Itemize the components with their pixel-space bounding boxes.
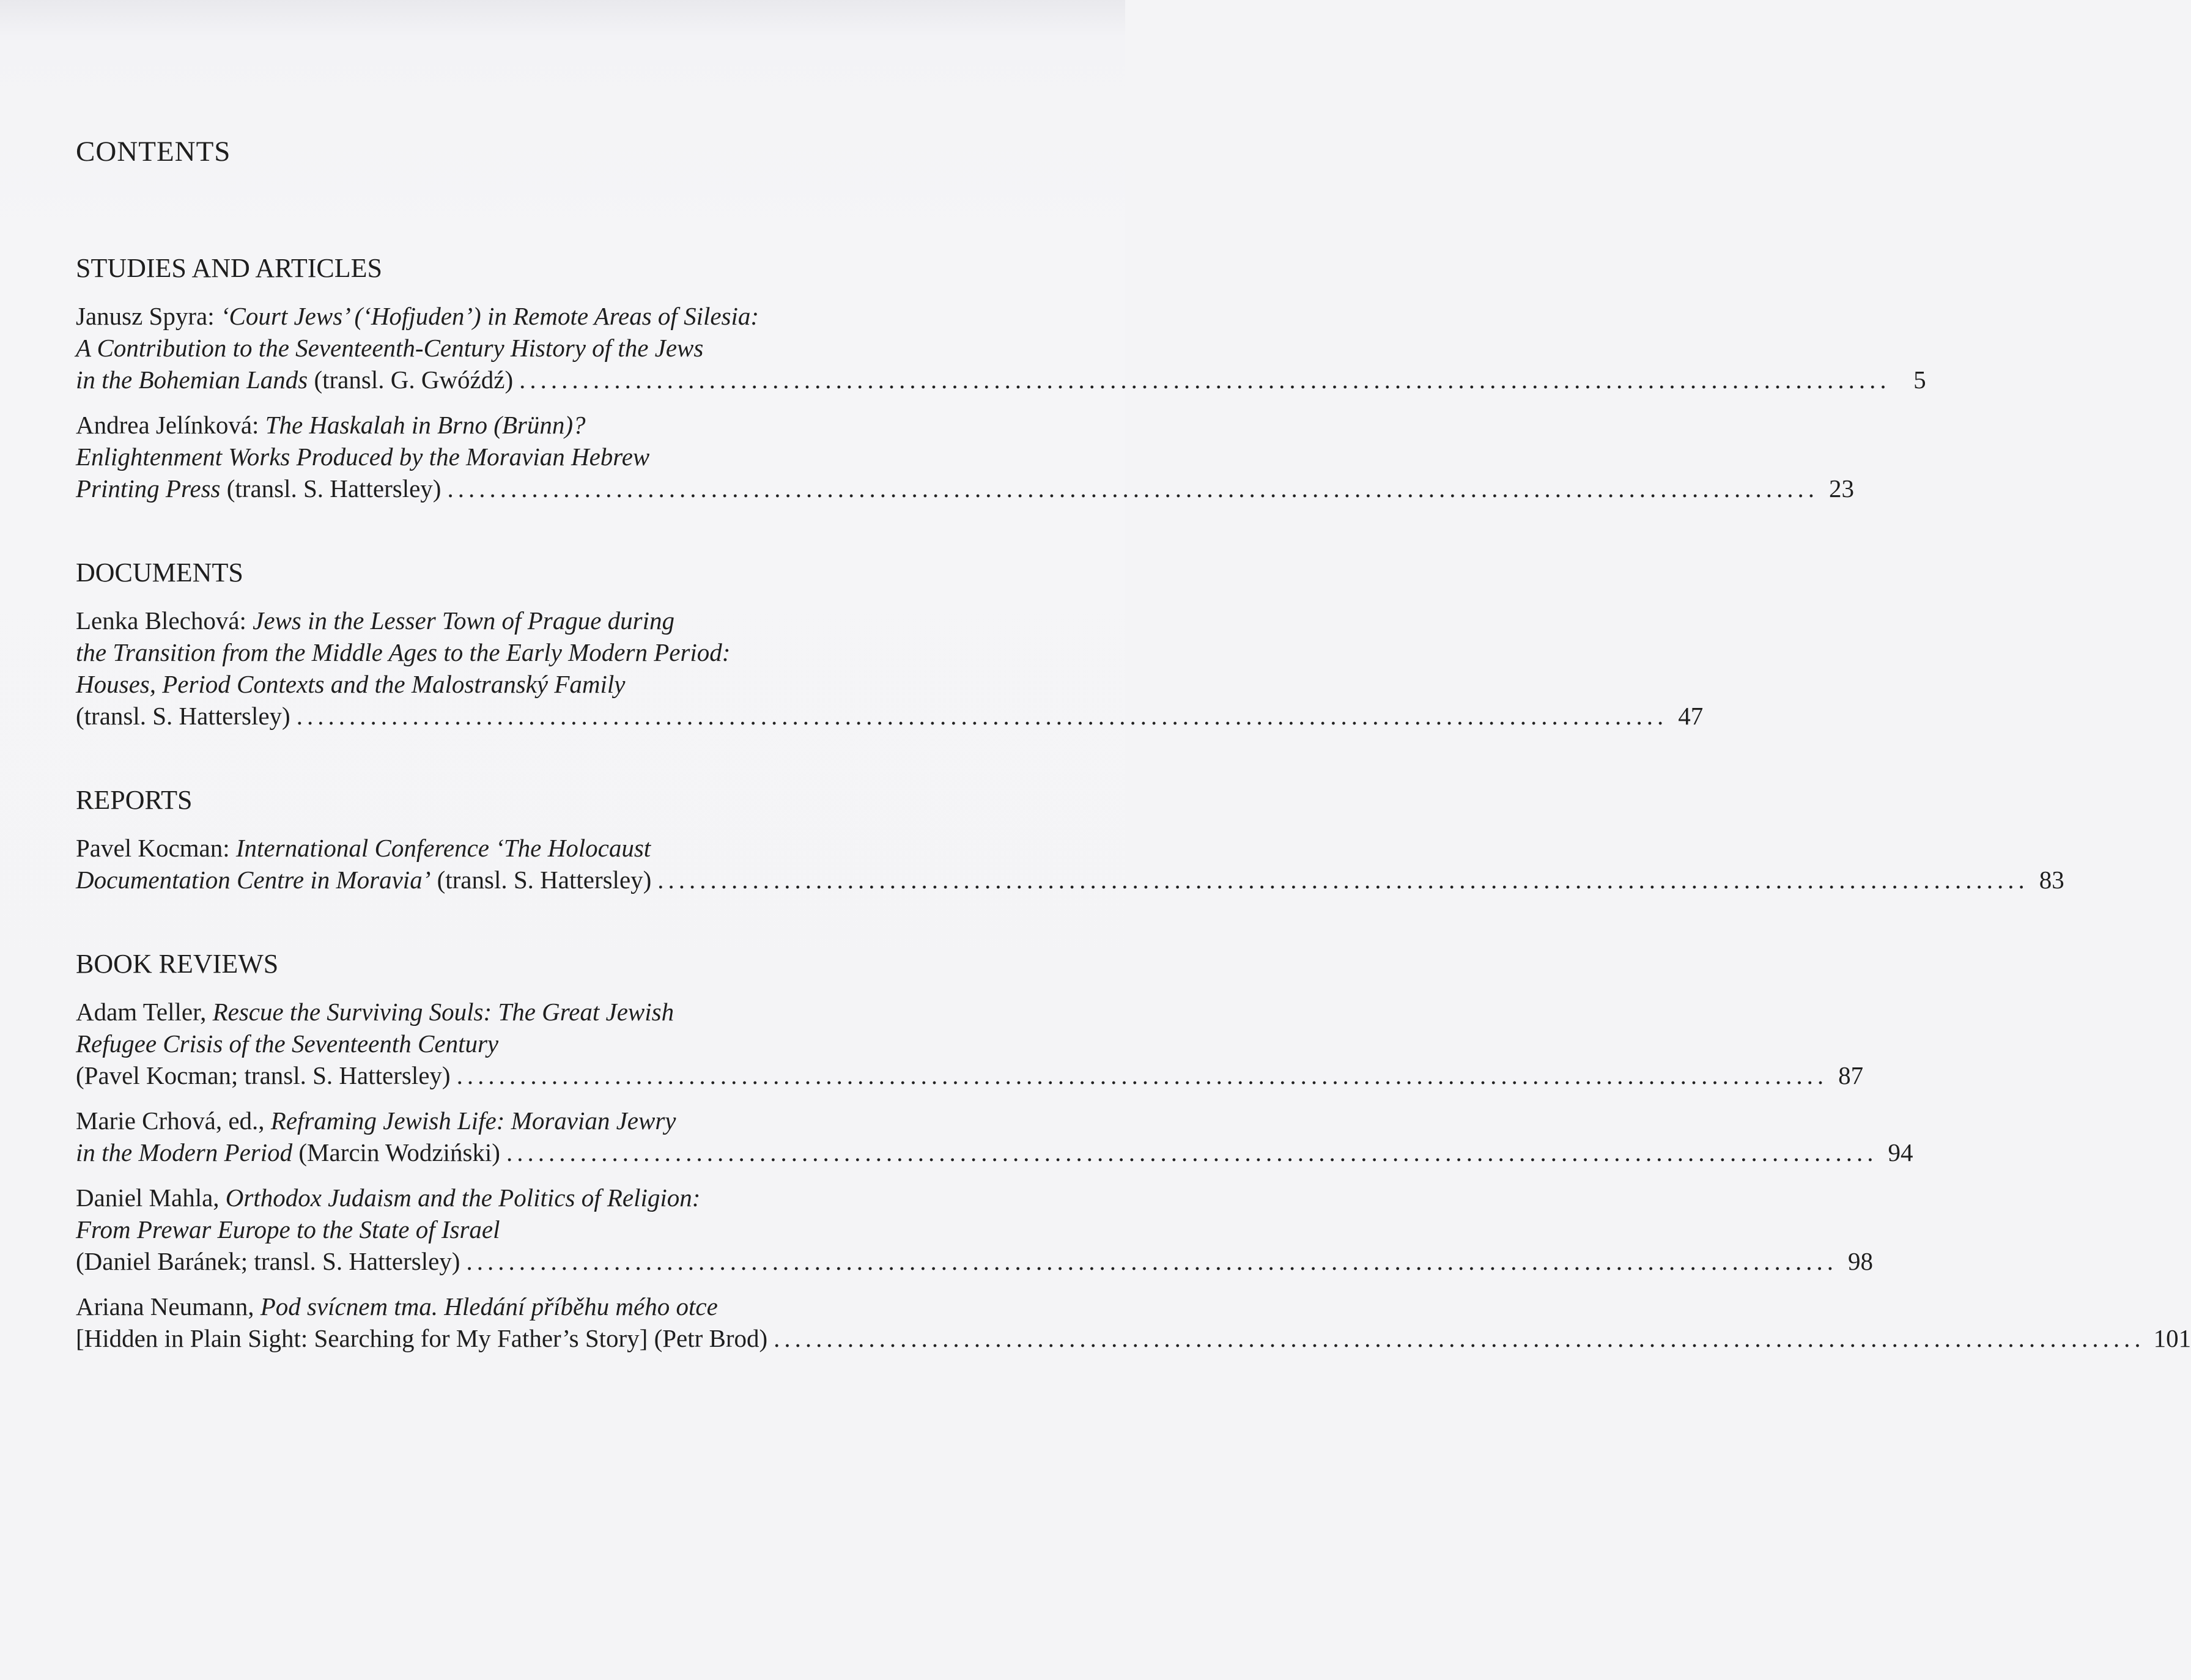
entry-author: Janusz Spyra:	[76, 302, 221, 330]
entry-title: the Transition from the Middle Ages to the Early Modern Period:	[76, 638, 731, 666]
entry-title: The Haskalah in Brno (Brünn)?	[265, 411, 586, 439]
entry-author: Pavel Kocman:	[76, 834, 236, 862]
section-title: STUDIES AND ARTICLES	[76, 253, 382, 283]
entry-line	[76, 668, 981, 700]
entry-text	[76, 1030, 498, 1058]
entry-author: Lenka Blechová:	[76, 606, 253, 635]
entry-author: Ariana Neumann,	[76, 1292, 260, 1321]
entry-line	[76, 300, 981, 332]
entry-text	[76, 638, 730, 666]
page-number: 98	[1847, 1247, 1873, 1275]
entry-note: (transl. G. Gwóźdź)	[308, 366, 514, 394]
dot-leader: ..................................................................................................................................	[456, 1061, 1828, 1089]
contents-list	[76, 253, 2191, 1354]
contents-entry	[76, 1182, 1873, 1277]
entry-line	[76, 1291, 981, 1322]
entry-line	[76, 996, 981, 1028]
entry-text	[76, 834, 651, 862]
dot-leader: ..................................................................................................................................	[774, 1324, 2145, 1352]
entry-title: A Contribution to the Seventeenth-Century History of the Jews	[76, 334, 704, 362]
entry-title: Jews in the Lesser Town of Prague during	[253, 606, 674, 635]
contents-entry	[76, 409, 1854, 504]
entry-text	[76, 411, 586, 439]
entry-author: Andrea Jelínková:	[76, 411, 265, 439]
entry-text	[76, 302, 759, 330]
entry-author: Daniel Mahla,	[76, 1184, 226, 1212]
page-number: 87	[1838, 1061, 1864, 1089]
entry-text	[76, 1292, 718, 1321]
entry-text	[76, 606, 674, 635]
entry-text	[76, 670, 625, 698]
entry-text	[76, 998, 674, 1026]
entry-last-line	[76, 700, 1704, 732]
entry-title: Enlightenment Works Produced by the Moravian Hebrew	[76, 443, 650, 471]
page-number: 5	[1913, 366, 1926, 394]
section-title: REPORTS	[76, 785, 193, 815]
entry-text	[76, 334, 703, 362]
entry-title: Rescue the Surviving Souls: The Great Jewish	[212, 998, 674, 1026]
entry-line	[76, 832, 981, 864]
entry-author: (Daniel Baránek; transl. S. Hattersley)	[76, 1247, 460, 1275]
entry-text	[76, 864, 651, 896]
entry-title: in the Bohemian Lands	[76, 366, 308, 394]
entry-line	[76, 605, 981, 636]
page-title: CONTENTS	[76, 136, 231, 168]
page-number: 83	[2039, 866, 2064, 894]
entry-note: (transl. S. Hattersley)	[220, 474, 442, 503]
entry-title: in the Modern Period	[76, 1138, 293, 1166]
entry-author: (transl. S. Hattersley)	[76, 702, 290, 730]
contents-entry	[76, 1291, 2191, 1354]
page-number: 101	[2153, 1324, 2191, 1352]
section	[76, 253, 1926, 504]
contents-entry	[76, 605, 1704, 732]
page-number: 47	[1678, 702, 1704, 730]
entry-text	[76, 1059, 451, 1091]
entry-text	[76, 364, 513, 396]
entry-line	[76, 441, 981, 473]
dot-leader: ..................................................................................................................................	[466, 1247, 1838, 1275]
entry-title: Orthodox Judaism and the Politics of Religion:	[225, 1184, 701, 1212]
entry-author: Marie Crhová, ed.,	[76, 1107, 271, 1135]
dot-leader: ..................................................................................................................................	[447, 474, 1819, 503]
section-title: BOOK REVIEWS	[76, 949, 279, 979]
entry-text	[76, 473, 441, 504]
entry-title: Pod svícnem tma. Hledání příběhu mého otce	[260, 1292, 718, 1321]
entry-line	[76, 636, 981, 668]
entry-last-line	[76, 1059, 1864, 1091]
entry-text	[76, 1322, 767, 1354]
entry-title: Printing Press	[76, 474, 221, 503]
entry-author: [Hidden in Plain Sight: Searching for My Father’s Story] (Petr Brod)	[76, 1324, 768, 1352]
page-number: 23	[1828, 474, 1854, 503]
section	[76, 949, 2191, 1354]
entry-title: International Conference ‘The Holocaust	[235, 834, 651, 862]
contents-page	[76, 136, 2191, 1409]
contents-entry	[76, 1105, 1913, 1168]
entry-text	[76, 1137, 500, 1168]
entry-line	[76, 1028, 981, 1059]
entry-title: Refugee Crisis of the Seventeenth Century	[76, 1030, 499, 1058]
contents-entry	[76, 300, 1926, 396]
entry-note: (Marcin Wodziński)	[292, 1138, 500, 1166]
entry-title: Reframing Jewish Life: Moravian Jewry	[270, 1107, 676, 1135]
entry-text	[76, 1107, 676, 1135]
dot-leader: ..................................................................................................................................	[519, 366, 1891, 394]
entry-title: From Prewar Europe to the State of Israel	[76, 1215, 500, 1243]
entry-line	[76, 409, 981, 441]
contents-entry	[76, 832, 2064, 896]
dot-leader: ..................................................................................................................................	[296, 702, 1668, 730]
entry-text	[76, 1245, 460, 1277]
entry-last-line	[76, 864, 2064, 896]
entry-title: Documentation Centre in Moravia’	[76, 866, 431, 894]
entry-line	[76, 1182, 981, 1214]
section	[76, 785, 2064, 896]
entry-line	[76, 1105, 981, 1137]
entry-note: (transl. S. Hattersley)	[430, 866, 652, 894]
dot-leader: ..................................................................................................................................	[506, 1138, 1878, 1166]
dot-leader: ..................................................................................................................................	[657, 866, 2029, 894]
entry-last-line	[76, 1322, 2191, 1354]
entry-line	[76, 1214, 981, 1245]
entry-author: (Pavel Kocman; transl. S. Hattersley)	[76, 1061, 451, 1089]
entry-last-line	[76, 1245, 1873, 1277]
entry-title: Houses, Period Contexts and the Malostranský Family	[76, 670, 626, 698]
entry-line	[76, 332, 981, 364]
entry-author: Adam Teller,	[76, 998, 213, 1026]
section	[76, 558, 1704, 732]
entry-text	[76, 1184, 700, 1212]
entry-title: ‘Court Jews’ (‘Hofjuden’) in Remote Areas of Silesia:	[220, 302, 759, 330]
entry-last-line	[76, 473, 1854, 504]
page-number: 94	[1888, 1138, 1913, 1166]
contents-entry	[76, 996, 1864, 1091]
entry-text	[76, 1215, 500, 1243]
entry-last-line	[76, 364, 1926, 396]
entry-text	[76, 443, 649, 471]
entry-last-line	[76, 1137, 1913, 1168]
entry-text	[76, 700, 290, 732]
section-title: DOCUMENTS	[76, 558, 243, 588]
